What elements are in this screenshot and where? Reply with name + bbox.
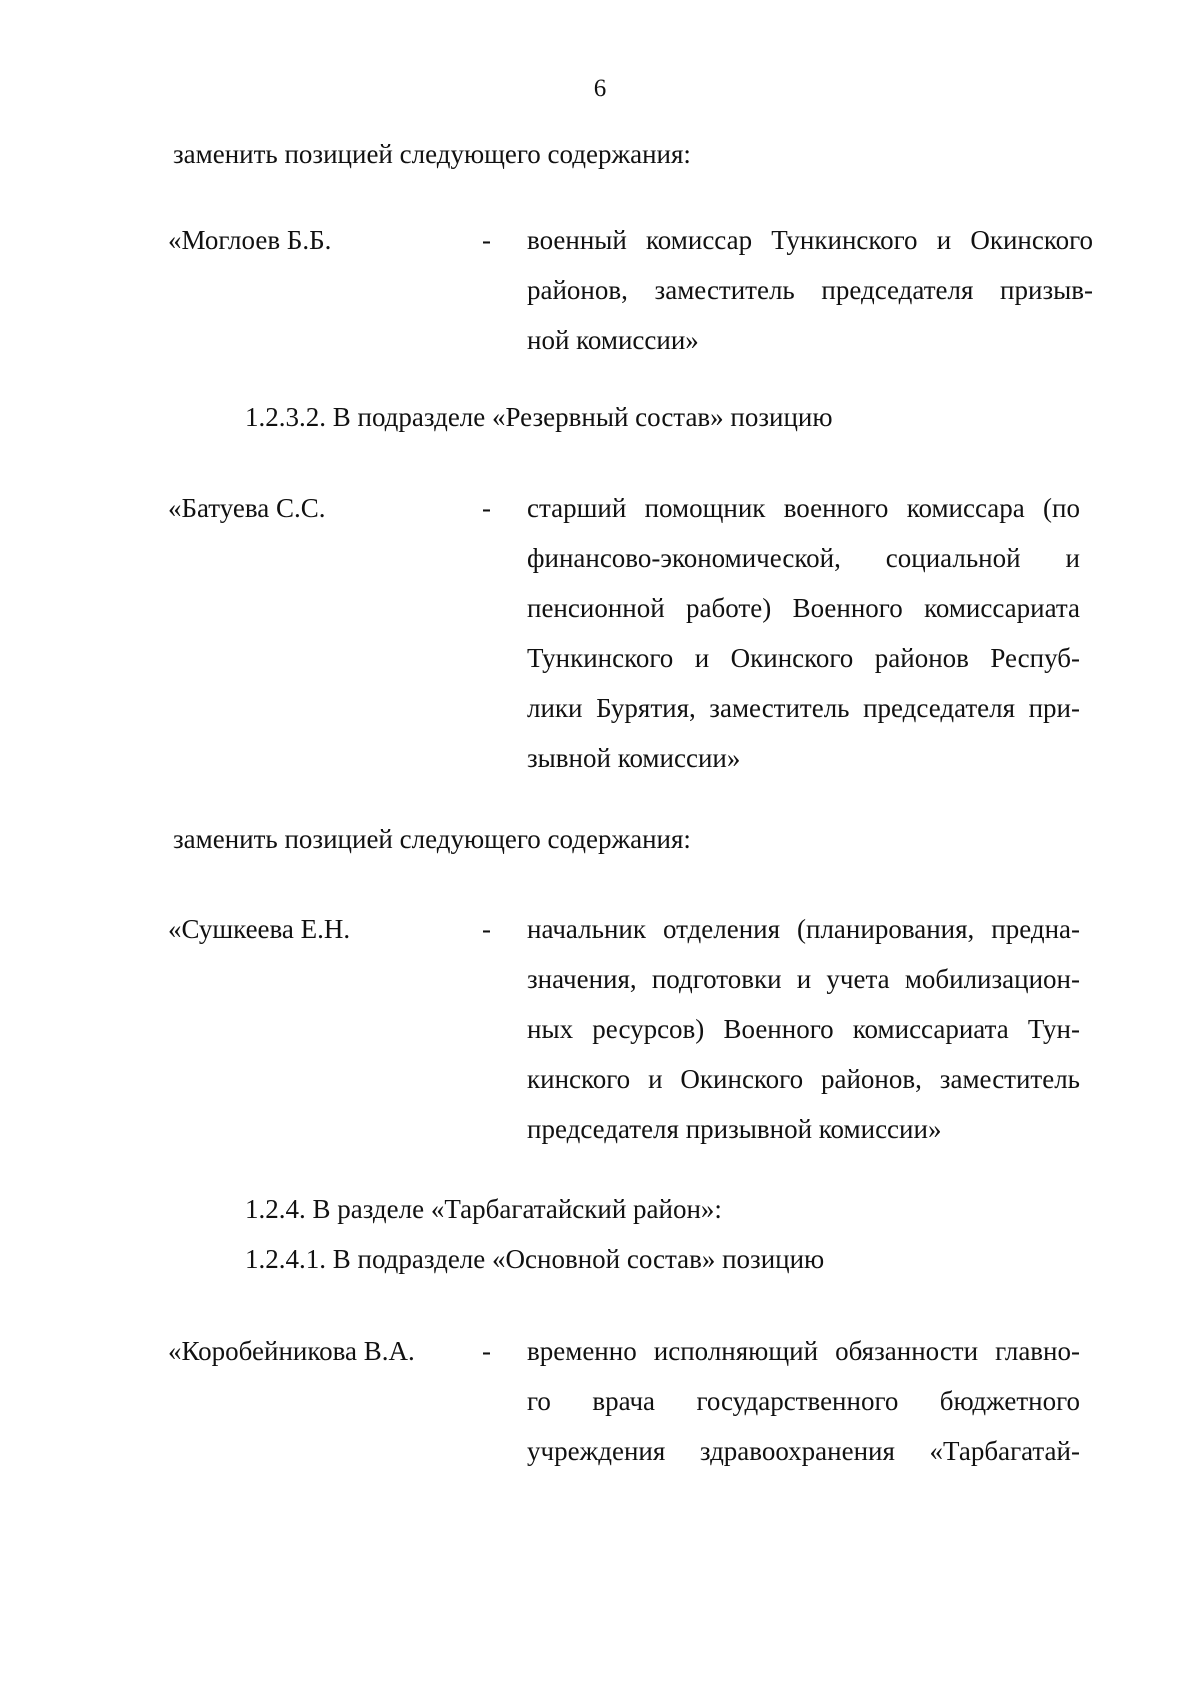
replace-instruction-1: заменить позицией следующего содержания:	[173, 139, 691, 169]
description-line: кинского и Окинского районов, заместитель	[527, 1064, 1080, 1094]
entry-name: «Моглоев Б.Б.	[168, 225, 332, 255]
subsection-1-2-4-1: 1.2.4.1. В подразделе «Основной состав» позицию	[245, 1244, 825, 1274]
entry-dash: -	[482, 1336, 491, 1366]
description-line: учреждения здравоохранения «Тарбагатай-	[527, 1436, 1080, 1466]
entry-description	[527, 912, 1080, 1162]
subsection-1-2-3-2: 1.2.3.2. В подразделе «Резервный состав» позицию	[245, 402, 833, 432]
page-number: 6	[593, 75, 607, 102]
entry-description	[527, 223, 1093, 373]
description-line: начальник отделения (планирования, предна-	[527, 914, 1080, 944]
entry-description	[527, 491, 1080, 791]
entry-dash: -	[482, 225, 491, 255]
entry-dash: -	[482, 914, 491, 944]
description-line: ной комиссии»	[527, 325, 699, 355]
description-line: Тункинского и Окинского районов Респуб-	[527, 643, 1080, 673]
description-line: временно исполняющий обязанности главно-	[527, 1336, 1080, 1366]
description-line: старший помощник военного комиссара (по	[527, 493, 1080, 523]
entry-description	[527, 1334, 1080, 1484]
entry-name: «Батуева С.С.	[168, 493, 326, 523]
entry-dash: -	[482, 493, 491, 523]
description-line: председателя призывной комиссии»	[527, 1114, 942, 1144]
description-line: зывной комиссии»	[527, 743, 741, 773]
entry-name: «Сушкеева Е.Н.	[168, 914, 351, 944]
description-line: ных ресурсов) Военного комиссариата Тун-	[527, 1014, 1080, 1044]
replace-instruction-2: заменить позицией следующего содержания:	[173, 824, 691, 854]
description-line: лики Бурятия, заместитель председателя при-	[527, 693, 1080, 723]
description-line: военный комиссар Тункинского и Окинского	[527, 225, 1093, 255]
description-line: пенсионной работе) Военного комиссариата	[527, 593, 1080, 623]
description-line: значения, подготовки и учета мобилизацион-	[527, 964, 1080, 994]
description-line: финансово-экономической, социальной и	[527, 543, 1080, 573]
entry-name: «Коробейникова В.А.	[168, 1336, 415, 1366]
section-1-2-4: 1.2.4. В разделе «Тарбагатайский район»:	[245, 1194, 722, 1224]
description-line: районов, заместитель председателя призыв-	[527, 275, 1093, 305]
description-line: го врача государственного бюджетного	[527, 1386, 1080, 1416]
